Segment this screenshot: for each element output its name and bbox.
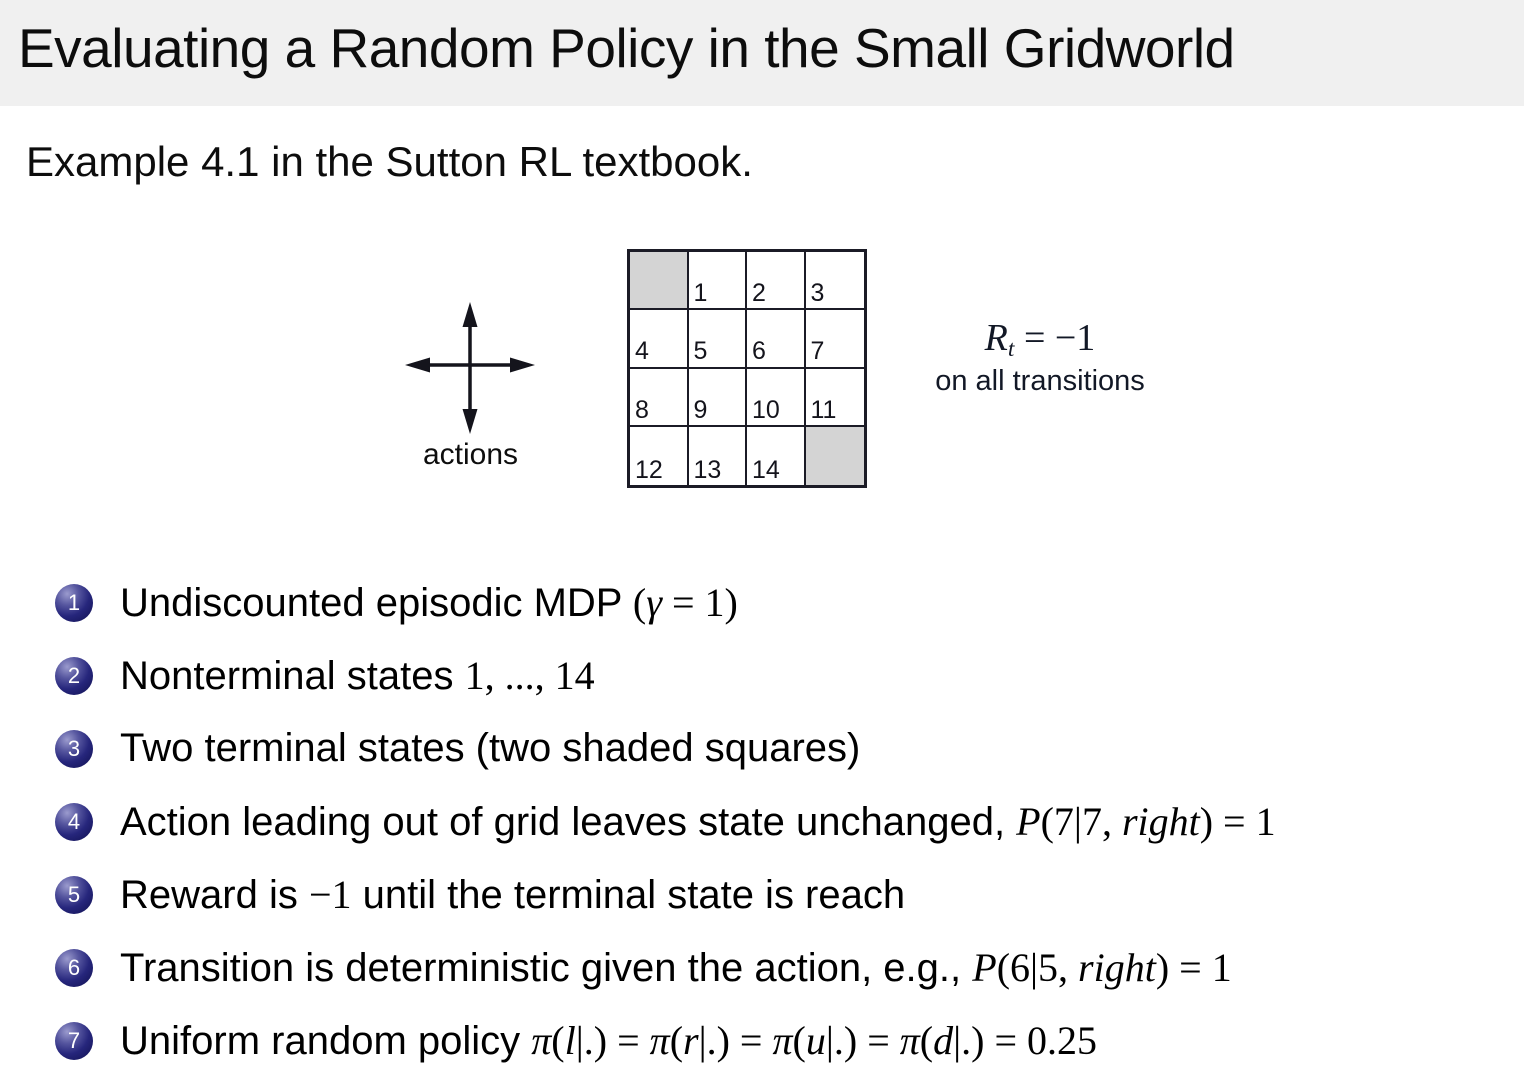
item-text: Reward is −1 until the terminal state is reach: [120, 872, 906, 917]
actions-label: actions: [422, 438, 519, 471]
reward-annotation: [920, 318, 1160, 398]
item-number-badge: 7: [55, 1022, 93, 1060]
list-item: [55, 639, 1276, 712]
item-text: Action leading out of grid leaves state unchanged, P(7|7, right) = 1: [120, 799, 1276, 844]
list-item: [55, 566, 1276, 639]
actions-cross-icon: [398, 298, 543, 438]
grid-cell: 2: [747, 252, 806, 310]
item-text: Uniform random policy π(l|.) = π(r|.) = π(u|.) = π(d|.) = 0.25: [120, 1018, 1098, 1063]
grid-cell: 3: [806, 252, 865, 310]
reward-caption: on all transitions: [935, 364, 1145, 397]
gridworld-grid: [627, 249, 867, 488]
grid-cell: 4: [630, 310, 689, 368]
list-item: [55, 931, 1276, 1004]
grid-cell: 7: [806, 310, 865, 368]
item-text: Undiscounted episodic MDP (γ = 1): [120, 580, 738, 625]
grid-cell: 13: [689, 427, 748, 485]
item-number-badge: 2: [55, 657, 93, 695]
grid-cell: 11: [806, 369, 865, 427]
grid-cell: 12: [630, 427, 689, 485]
grid-cell-terminal: [630, 252, 689, 310]
item-number-badge: 1: [55, 584, 93, 622]
grid-cell: 6: [747, 310, 806, 368]
list-item: [55, 858, 1276, 931]
item-text: Nonterminal states 1, ..., 14: [120, 653, 595, 698]
list-item: [55, 785, 1276, 858]
item-number-badge: 3: [55, 730, 93, 768]
grid-cell: 1: [689, 252, 748, 310]
item-number-badge: 4: [55, 803, 93, 841]
grid-cell-terminal: [806, 427, 865, 485]
grid-cell: 8: [630, 369, 689, 427]
grid-cell: 9: [689, 369, 748, 427]
item-text: Two terminal states (two shaded squares): [120, 726, 861, 770]
properties-list: [55, 566, 1276, 1077]
grid-cell: 14: [747, 427, 806, 485]
item-number-badge: 5: [55, 876, 93, 914]
slide-title-bar: [0, 0, 1524, 106]
grid-cell: 5: [689, 310, 748, 368]
item-text: Transition is deterministic given the action, e.g., P(6|5, right) = 1: [120, 945, 1232, 990]
list-item: [55, 712, 1276, 785]
list-item: [55, 1004, 1276, 1077]
slide-title: Evaluating a Random Policy in the Small Gridworld: [18, 17, 1235, 79]
item-number-badge: 6: [55, 949, 93, 987]
reward-equation: $R_t = -1$: [984, 317, 1096, 362]
grid-cell: 10: [747, 369, 806, 427]
subtitle: Example 4.1 in the Sutton RL textbook.: [26, 138, 753, 185]
